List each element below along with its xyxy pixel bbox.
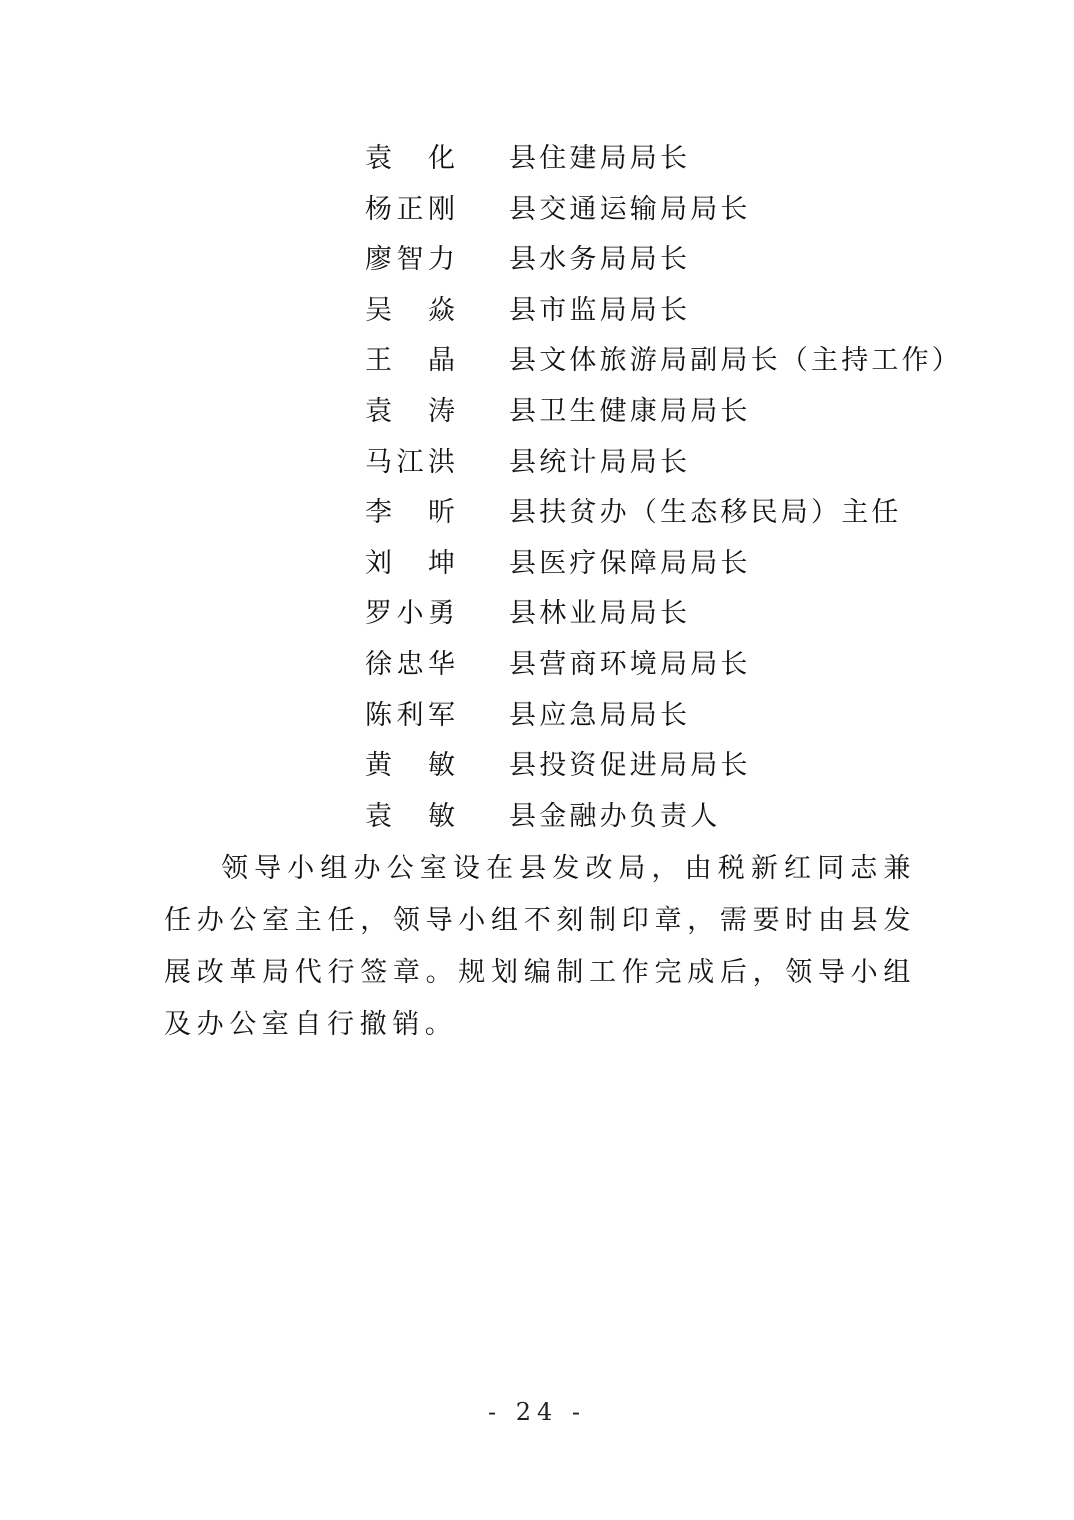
- member-title: 县营商环境局局长: [509, 648, 751, 680]
- member-row: [0, 640, 1074, 691]
- member-list: [0, 134, 1074, 842]
- member-title: 县林业局局长: [509, 598, 691, 630]
- member-name: 袁 敏: [365, 800, 455, 832]
- member-name: 李 昕: [365, 497, 455, 529]
- member-row: [0, 134, 1074, 185]
- member-title: 县医疗保障局局长: [509, 547, 751, 579]
- member-name: 廖智力: [365, 244, 455, 276]
- member-name: 黄 敏: [365, 750, 455, 782]
- member-row: [0, 539, 1074, 590]
- member-row: [0, 387, 1074, 438]
- member-row: [0, 286, 1074, 337]
- member-title: 县投资促进局局长: [509, 750, 751, 782]
- member-row: [0, 792, 1074, 843]
- member-row: [0, 185, 1074, 236]
- member-title: 县住建局局长: [509, 143, 691, 174]
- member-name: 罗小勇: [365, 598, 455, 630]
- member-title: 县应急局局长: [509, 699, 691, 731]
- member-row: [0, 691, 1074, 742]
- member-title: 县扶贫办（生态移民局）主任: [509, 497, 902, 529]
- member-name: 徐忠华: [365, 648, 455, 680]
- member-title: 县统计局局长: [509, 446, 691, 478]
- member-name: 袁 涛: [365, 395, 455, 427]
- member-title: 县市监局局长: [509, 294, 691, 326]
- member-title: 县金融办负责人: [509, 800, 721, 832]
- member-name: 陈利军: [365, 699, 455, 731]
- member-row: [0, 741, 1074, 792]
- member-name: 杨正刚: [365, 193, 455, 225]
- member-row: [0, 488, 1074, 539]
- member-title: 县卫生健康局局长: [509, 395, 751, 427]
- member-name: 刘 坤: [365, 547, 455, 579]
- member-row: [0, 235, 1074, 286]
- member-title: 县文体旅游局副局长（主持工作）: [509, 345, 962, 377]
- member-row: [0, 438, 1074, 489]
- member-name: 马江洪: [365, 446, 455, 478]
- page-number: - 24 -: [487, 1398, 586, 1426]
- member-name: 吴 焱: [365, 294, 455, 326]
- office-paragraph: 领导小组办公室设在县发改局，由税新红同志兼任办公室主任，领导小组不刻制印章，需要时由县发展改革局代行签章。规划编制工作完成后，领导小组及办公室自行撤销。: [164, 853, 916, 1040]
- member-row: [0, 336, 1074, 387]
- member-row: [0, 589, 1074, 640]
- member-name: 袁 化: [365, 143, 455, 174]
- member-name: 王 晶: [365, 345, 455, 377]
- member-title: 县水务局局长: [509, 244, 691, 276]
- member-title: 县交通运输局局长: [509, 193, 751, 225]
